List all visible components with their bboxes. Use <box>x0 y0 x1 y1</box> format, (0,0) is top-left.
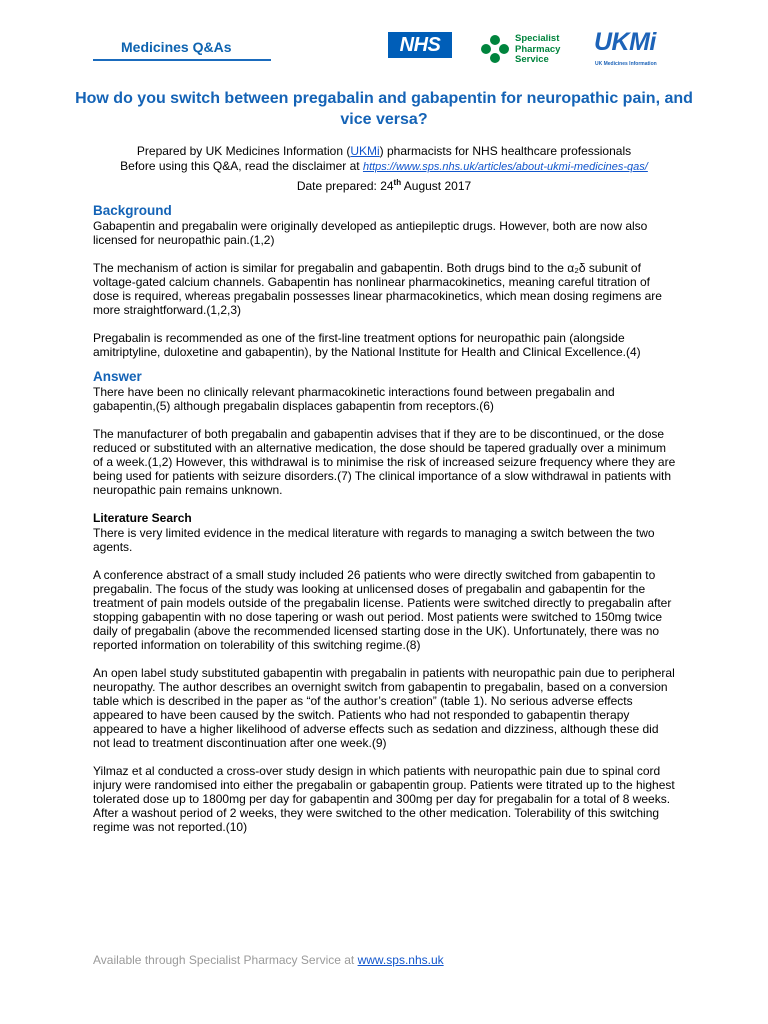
answer-heading: Answer <box>93 369 142 384</box>
prepared-line-1 <box>60 144 708 159</box>
footer-prefix: Available through Specialist Pharmacy Service at <box>93 953 358 967</box>
literature-paragraph-1: There is very limited evidence in the medical literature with regards to managing a switch between the two agents. <box>93 526 655 554</box>
literature-paragraph-2: A conference abstract of a small study included 26 patients who were directly switched from gabapentin to pregabalin. The focus of the study was looking at unlicensed doses of pregabalin and gabapentin for the treatment of pain models outside of the pregabalin license. Patients were switched directly to pregabalin after stopping gabapentin with no dose tapering or wash out period. Most patients were switched to 150mg twice daily of pregabalin (above the recommended licensed starting dose in the UK). Unfortunately, there was no reported information on tolerability of this switching regime.(8) <box>93 568 672 652</box>
nhs-logo: NHS <box>388 32 452 58</box>
sps-cross-logo-icon <box>480 34 510 64</box>
disclaimer-prefix: Before using this Q&A, read the disclaimer at <box>120 159 363 173</box>
page-title: How do you switch between pregabalin and gabapentin for neuropathic pain, and vice versa? <box>75 90 693 128</box>
disclaimer-link[interactable]: https://www.sps.nhs.uk/articles/about-ukmi-medicines-qas/ <box>362 161 648 173</box>
sps-logo-line-1: Specialist <box>515 33 560 44</box>
sps-logo-line-3: Service <box>515 54 549 65</box>
prepared-prefix: Prepared by UK Medicines Information ( <box>136 144 351 158</box>
date-superscript: th <box>393 178 402 187</box>
background-paragraph-2: The mechanism of action is similar for pregabalin and gabapentin. Both drugs bind to the α₂δ subunit of voltage-gated calcium channels. Gabapentin has nonlinear pharmacokinetics, meaning careful titration of dose is required, whereas pregabalin possesses linear pharmacokinetics, which mean dosing regimens are more straightforward.(1,2,3) <box>93 261 662 317</box>
date-suffix: August 2017 <box>401 179 472 193</box>
sps-logo-text <box>515 34 560 66</box>
literature-paragraph-3: An open label study substituted gabapentin with pregabalin in patients with neuropathic pain due to peripheral neuropathy. The author describes an overnight switch from gabapentin to pregabalin, based on a conversion table which is described in the paper as “of the author’s creation” (table 1). No serious adverse effects appeared to have been caused by the switch. Patients who had not responded to gabapentin therapy appeared to have a higher likelihood of adverse effects such as sedation and dizziness, although these did not lead to treatment discontinuation after one week.(9) <box>93 666 675 750</box>
main-content <box>93 203 678 848</box>
answer-paragraph-1: There have been no clinically relevant pharmacokinetic interactions found between pregabalin and gabapentin,(5) although pregabalin displaces gabapentin from receptors.(6) <box>93 385 615 413</box>
prepared-suffix: ) pharmacists for NHS healthcare professionals <box>379 144 632 158</box>
literature-heading: Literature Search <box>93 511 192 525</box>
background-heading: Background <box>93 203 172 218</box>
header-rule <box>93 59 271 61</box>
footer-sps-link[interactable]: www.sps.nhs.uk <box>357 953 444 967</box>
background-paragraph-1: Gabapentin and pregabalin were originally developed as antiepileptic drugs. However, both are now also licensed for neuropathic pain.(1,2) <box>93 219 648 247</box>
literature-paragraph-4: Yilmaz et al conducted a cross-over study design in which patients with neuropathic pain due to spinal cord injury were randomised into either the pregabalin or gabapentin group. Patients were titrated up to the highest tolerated dose up to 1800mg per day for gabapentin and 300mg per day for pregabalin for a total of 8 weeks. After a washout period of 2 weeks, they were switched to the other medication. Tolerability of this switching regime was not reported.(10) <box>93 764 675 834</box>
ukmi-logo-subtitle: UK Medicines Information <box>595 61 657 67</box>
ukmi-link[interactable]: UKMi <box>350 144 380 158</box>
prepared-line-3 <box>60 175 708 194</box>
date-prefix: Date prepared: 24 <box>296 179 394 193</box>
ukmi-logo: UKMi <box>594 28 656 56</box>
answer-paragraph-2: The manufacturer of both pregabalin and gabapentin advises that if they are to be discontinued, or the dose reduced or substituted with an alternative medication, the dose should be tapered gradually over a minimum of a week.(1,2) However, this withdrawal is to minimise the risk of increased seizure frequency where they are being used for patients with seizure disorders.(7) The clinical importance of a slow withdrawal in patients with neuropathic pain remains unknown. <box>93 427 676 497</box>
footer <box>93 953 444 967</box>
doc-type-label: Medicines Q&As <box>121 39 232 55</box>
background-paragraph-3: Pregabalin is recommended as one of the first-line treatment options for neuropathic pain (alongside amitriptyline, duloxetine and gabapentin), by the National Institute for Health and Clinical Excellence.(4) <box>93 331 641 359</box>
sps-logo-line-2: Pharmacy <box>515 43 561 55</box>
prepared-block <box>60 144 708 194</box>
prepared-line-2 <box>60 159 708 175</box>
